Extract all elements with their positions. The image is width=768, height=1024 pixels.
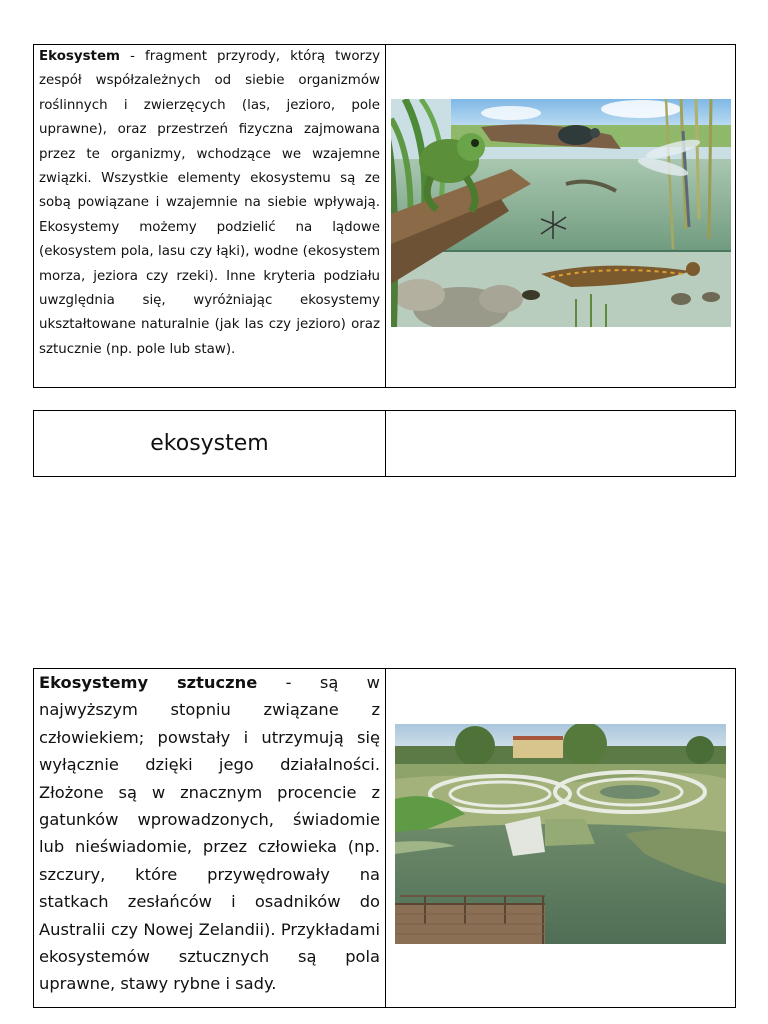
empty-cell — [386, 411, 735, 476]
definition-term: Ekosystemy sztuczne — [39, 673, 258, 692]
definition-body: - są w najwyższym stopniu związane z człowiekiem; powstały i utrzymują się wyłącznie dzięki jego działalności. Złożone są w znacznym procencie z gatunków wprowadzonych, świadomie lub nieświadomie, przez człowieka (np. szczury, które przywędrowały na statkach zesłańców i osadników do Australii czy Nowej Zelandii). Przykładami ekosystemów sztucznych są pola uprawne, stawy rybne i sady. — [39, 673, 380, 994]
image-cell — [386, 45, 735, 387]
image-cell — [386, 669, 735, 1007]
ecosystem-definition-card — [33, 44, 736, 388]
pond-ecosystem-illustration — [391, 99, 731, 327]
definition-body: - fragment przyrody, którą tworzy zespół współzależnych od siebie organizmów roślinnych i zwierzęcych (las, jezioro, pole uprawne), oraz przestrzeń fizyczna zajmowana przez te organizmy, wchodzące we wzajemne związki. Wszystkie elementy ekosystemu są ze sobą powiązane i wzajemnie na siebie wpływają. Ekosystemy możemy podzielić na lądowe (ekosystem pola, lasu czy łąki), wodne (ekosystem morza, jeziora czy rzeki). Inne kryteria podziału uwzględnia się, wyróżniając ekosystemy ukształtowane naturalnie (jak las czy jezioro) oraz sztucznie (np. pole lub staw). — [39, 49, 380, 357]
ecosystem-term-card — [33, 410, 736, 477]
term-label: ekosystem — [150, 431, 269, 456]
definition-text-cell — [34, 45, 386, 387]
artificial-ecosystems-card — [33, 668, 736, 1008]
term-label-cell — [34, 411, 386, 476]
artificial-pond-photo — [395, 724, 726, 944]
definition-text-cell — [34, 669, 386, 1007]
definition-term: Ekosystem — [39, 49, 120, 64]
